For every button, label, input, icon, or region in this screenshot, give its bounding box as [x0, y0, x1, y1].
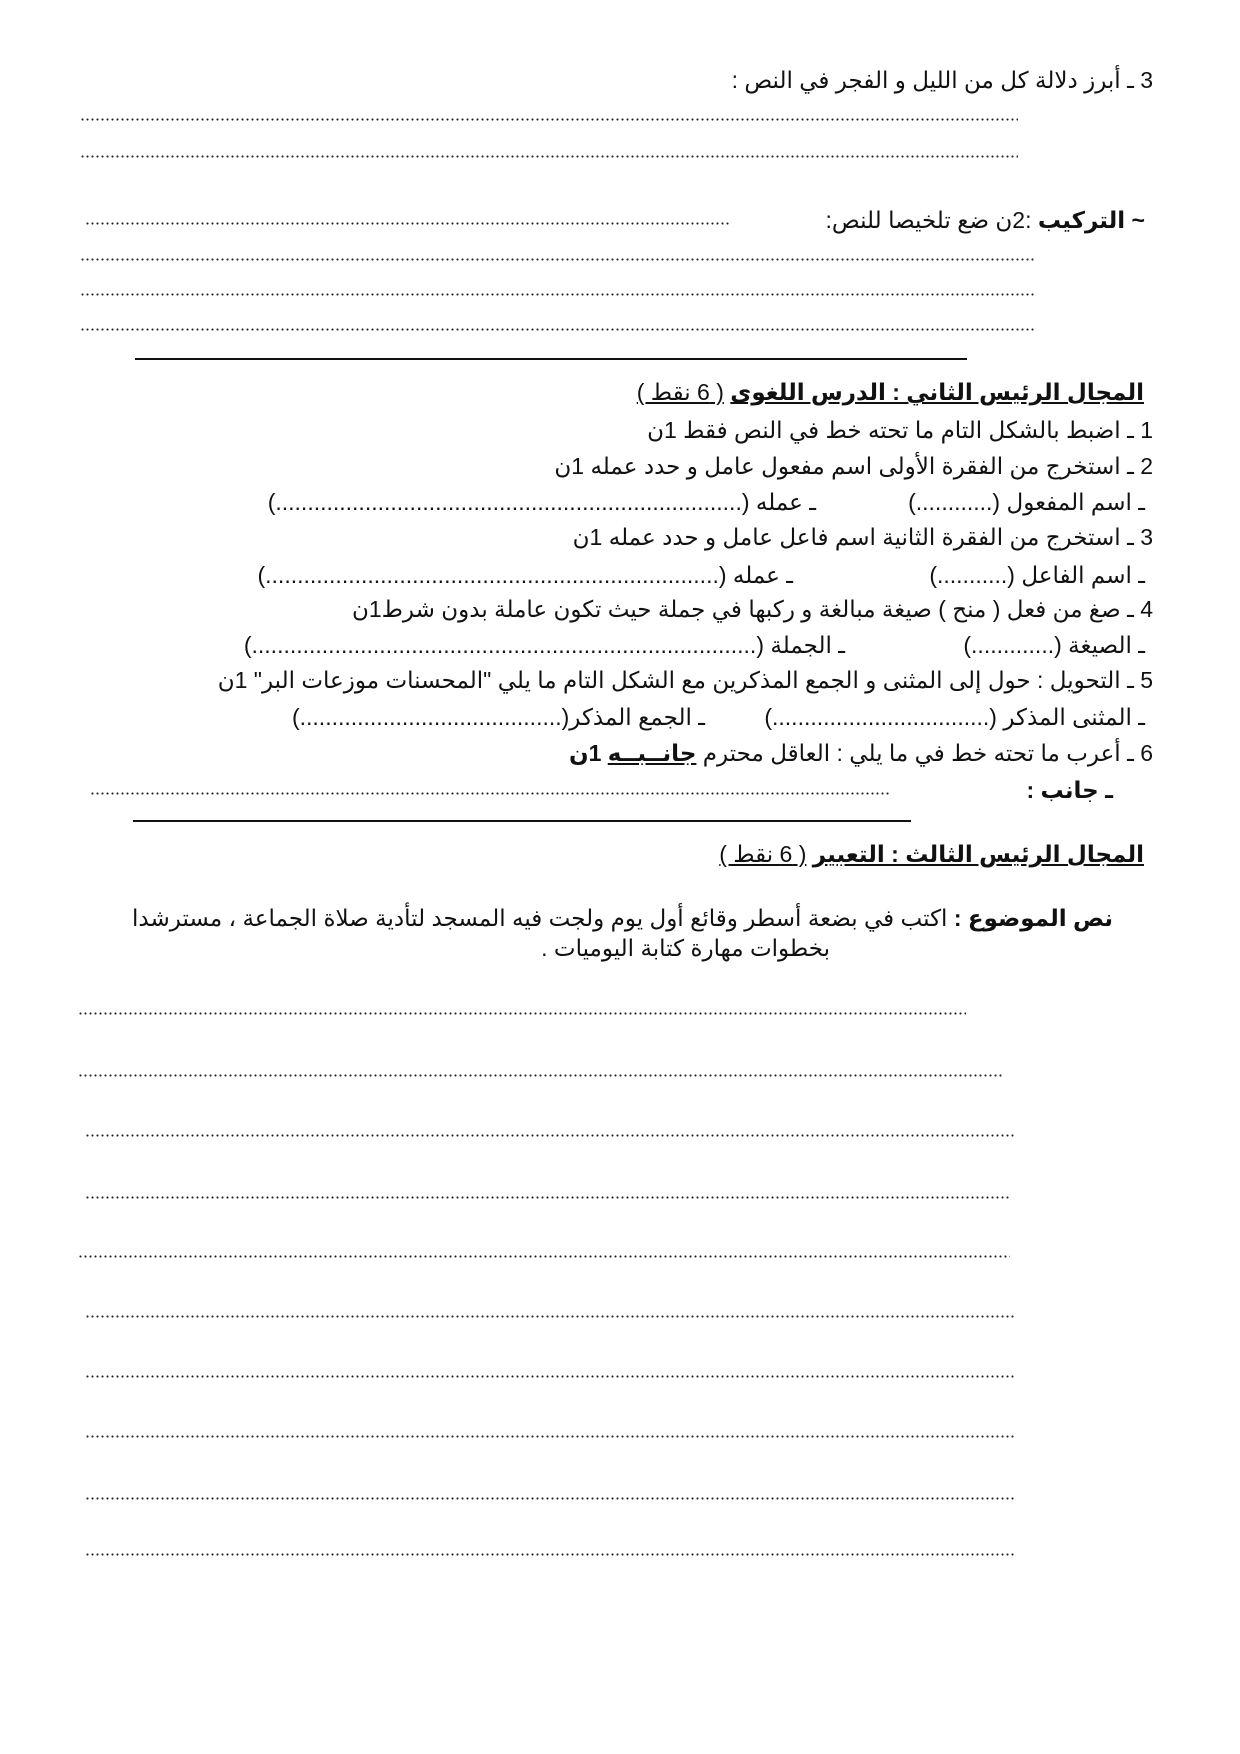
section-3-points: ( 6 نقط ) [719, 841, 807, 867]
answer-line[interactable] [80, 118, 1018, 121]
synthesis-label: ~ التركيب [1037, 207, 1145, 233]
writing-line[interactable] [78, 1074, 1003, 1077]
topic-label: نص الموضوع : [953, 905, 1113, 931]
answer-line[interactable] [85, 222, 730, 225]
topic-line-1 [132, 904, 1113, 932]
question-5-answer-plural[interactable]: ـ الجمع المذكر(.........................................) [291, 704, 705, 730]
question-4-answer-form[interactable]: ـ الصيغة (.............) [963, 632, 1145, 658]
synthesis-prompt [826, 206, 1145, 234]
writing-line[interactable] [85, 1315, 1015, 1318]
question-6-answer [1027, 776, 1114, 804]
section-2-title: المجال الرئيس الثاني : الدرس اللغوى [730, 379, 1144, 405]
writing-line[interactable] [85, 1375, 1015, 1378]
section-3-title: المجال الرئيس الثالث : التعبير [812, 841, 1144, 867]
section-2-points: ( 6 نقط ) [636, 379, 724, 405]
question-3-answer-function[interactable]: ـ عمله (.......................................................................) [257, 562, 793, 588]
writing-line[interactable] [85, 1553, 1015, 1556]
question-4-answer-sentence[interactable]: ـ الجملة (...............................................................................) [243, 632, 845, 658]
topic-text-1: اكتب في بضعة أسطر وقائع أول يوم ولجت فيه المسجد لتأدية صلاة الجماعة ، مسترشدا [132, 905, 948, 931]
question-6-answer-label: ـ جانب : [1026, 777, 1113, 803]
answer-line[interactable] [90, 792, 890, 795]
writing-line[interactable] [85, 1497, 1015, 1500]
section-3-heading [719, 840, 1144, 868]
answer-line[interactable] [80, 258, 1035, 261]
question-3: 3 ـ استخرج من الفقرة الثانية اسم فاعل عامل و حدد عمله 1ن [572, 524, 1153, 550]
question-6-text: 6 ـ أعرب ما تحته خط في ما يلي : العاقل محترم [702, 740, 1153, 766]
question-6 [569, 739, 1153, 767]
question-6-word: جانــبــه [607, 740, 697, 766]
writing-line[interactable] [85, 1196, 1010, 1199]
question-2: 2 ـ استخرج من الفقرة الأولى اسم مفعول عامل و حدد عمله 1ن [554, 453, 1153, 479]
writing-line[interactable] [85, 1435, 1015, 1438]
answer-line[interactable] [80, 328, 1035, 331]
topic-line-2: بخطوات مهارة كتابة اليوميات . [541, 935, 830, 961]
section-2-heading [637, 378, 1144, 406]
question-1: 1 ـ اضبط بالشكل التام ما تحته خط في النص فقط 1ن [647, 417, 1153, 443]
question-5: 5 ـ التحويل : حول إلى المثنى و الجمع المذكرين مع الشكل التام ما يلي "المحسنات موزعات البر" 1ن [217, 667, 1153, 693]
synthesis-instruction: ضع تلخيصا للنص: [825, 207, 989, 233]
question-5-answer-dual[interactable]: ـ المثنى المذكر (..................................) [764, 704, 1145, 730]
writing-line[interactable] [78, 1255, 1010, 1258]
section-divider [135, 358, 967, 360]
answer-line[interactable] [80, 293, 1035, 296]
writing-line[interactable] [78, 1012, 966, 1015]
question-2-answer-participle[interactable]: ـ اسم المفعول (............) [908, 489, 1145, 515]
question-4: 4 ـ صغ من فعل ( منح ) صيغة مبالغة و ركبها في جملة حيث تكون عاملة بدون شرط1ن [351, 596, 1153, 622]
answer-line[interactable] [80, 155, 1018, 158]
writing-line[interactable] [85, 1134, 1015, 1137]
question-3-top: 3 ـ أبرز دلالة كل من الليل و الفجر في النص : [731, 67, 1153, 93]
question-3-answer-participle[interactable]: ـ اسم الفاعل (...........) [929, 562, 1145, 588]
question-6-points: 1ن [568, 740, 602, 766]
section-divider [133, 820, 911, 822]
question-2-answer-function[interactable]: ـ عمله (.........................................................................) [267, 489, 816, 515]
synthesis-points: :2ن [995, 207, 1032, 233]
